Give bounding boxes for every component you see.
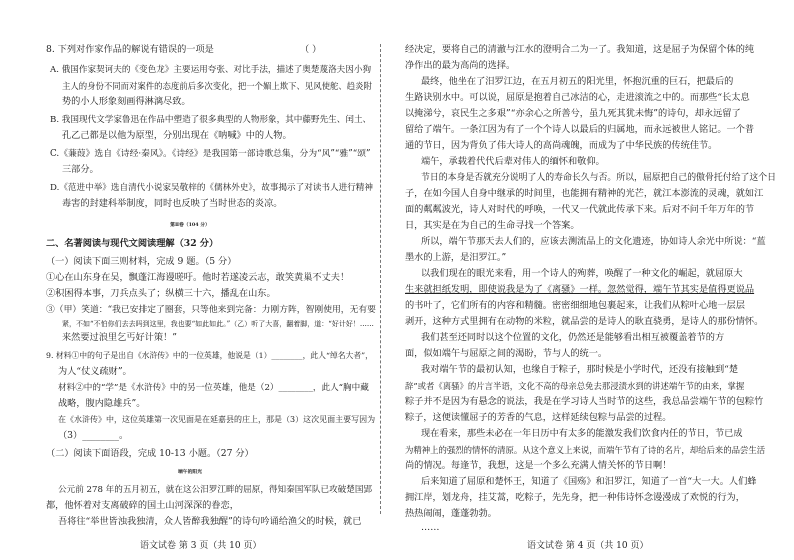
q8-option-a-line1: A. 俄国作家契诃夫的《变色龙》主要运用夸张、对比手法，描述了奥楚蔑洛夫因小狗 <box>50 65 372 75</box>
q9b-line2: 战略，腹内隐雄兵”。 <box>58 398 146 409</box>
page-footer: 语文试卷 第 4 页（共 10 页） <box>527 541 649 551</box>
q8-option-d-line2: 毒害的封建科举制度，同时也反映了当时世态的炎凉。 <box>62 198 283 209</box>
q9b-line1: 材料②中的“学”是《水浒传》中的另一位英雄，他是（2）________，此人“胸中藏 <box>58 383 369 393</box>
page-divider <box>380 44 381 514</box>
q8-option-d-line1: D.《范进中举》选自清代小说家吴敬梓的《儒林外史》，故事揭示了对读书人进行精神 <box>50 183 373 193</box>
article-line: 以掩涕兮，哀民生之多艰”“亦余心之所善兮，虽九死其犹未悔”的诗句，却永远留了 <box>405 108 741 119</box>
article-line: 经决定，要将自己的清澈与江水的澄明合二为一了。我知道，这是屈子为保留个体的纯 <box>405 44 755 55</box>
article-p1-line1: 公元前 278 年的五月初五，就在这公汨罗江畔的屈原，得知秦国军队已攻破楚国郢 <box>58 485 373 495</box>
material-3-line3: 来然要过浪里乞丐好计策！” <box>62 332 177 343</box>
article-line: 剥开，这种方式里拥有在动物的米粒，就品尝的是诗人的耿直骁勇，是诗人的那份情怀。 <box>405 316 764 327</box>
subsection2-heading: （二）阅读下面语段，完成 10-13 小题。（27 分） <box>46 448 254 459</box>
material-3-line2: 紧，不如“不怕你们去去吗到这里，我也要“如此如此。”（乙）听了大喜，翻着脚，道：“好计好！…… <box>62 320 374 328</box>
article-line: 现在看来，那些未必在一年日历中有太多的能激发我们饮食内任的节日，节已成 <box>421 428 743 439</box>
article-line: 以我们现在的眼光来看，用一个诗人的殉葬，唤醒了一种文化的崛起，就屈原大 <box>421 268 743 279</box>
page-footer: 语文试卷 第 3 页（共 10 页） <box>140 541 262 551</box>
article-line: 留给了端午。一条江因为有了一个个诗人以最后的归属地，而永远被世人铭记。一个普 <box>405 124 755 135</box>
material-2: ②积困得本事，刀兵点头了；纵横三十六，播乱在山东。 <box>46 288 276 299</box>
material-3-line1: ③（甲）笑道：“我已安排定了圈套，只等他来到完备：力刚方阵，智刚使用，无有要 <box>46 305 376 315</box>
article-line: 面的粼粼波光，诗人对时代的呼唤，一代又一代就此传承下来。后对不问千年万年的节 <box>405 204 755 215</box>
article-line: 生路诀别水中。可以说，屈原是抱着自己冰洁的心，走进滚流之中的。而那些“长太息 <box>405 92 750 103</box>
article-line: 为精神上的强烈的情怀的清原。从这个意义上来说，而端午节有了诗的名片，却给后来的品尝生活 <box>405 445 766 455</box>
article-line: 通的节日，因为背负了伟大诗人的高尚魂魄，而成为了中华民族的传统佳节。 <box>405 140 718 151</box>
article-line: 辞”或者《离骚》的片言半语，文化不高的母亲总免去那浸渍水到的讲述端午节的由来，掌握 <box>405 381 745 391</box>
q9-line2: 为人“仗义疏财”。 <box>58 366 132 377</box>
article-line: 后来知道了屈原和楚怀王，知道了《国殇》和汨罗江，知道了一首“大一大。人们蜂 <box>421 476 757 487</box>
article-line-underlined: 生来就担纸发明，即使说我是为了《离骚》一样。忽然觉得，端午节其实是值得更说品 <box>405 284 755 295</box>
material-1: ①心在山东身在吴，飘蓬江海谩嗟吁。他时若遂凌云志，敢笑黄巢不丈夫！ <box>46 272 350 283</box>
article-line: 我对端午节的最初认知，也缘自于粽子，那时候是小学时代，还没有接触到“楚 <box>421 364 739 375</box>
q8-option-a-line3: 势的小人形象刻画得淋漓尽致。 <box>62 96 191 107</box>
article-line: 粽子并不是因为有悬念的说法，我是在学习诗人当时节的这些，我总品尝端午节的包粽竹 <box>405 396 764 407</box>
article-line: 墨水的上游，是汨罗江。” <box>405 252 507 263</box>
article-line: 我们甚至还同时以这个位置的文化，仍然还是能够看出相互被覆盖着节的方 <box>421 332 725 343</box>
q8-option-b-line2: 孔乙己都是以他为原型，分别出现在《呐喊》中的人物。 <box>62 130 292 141</box>
article-line: 拥江岸，划龙舟，挂艾蒿，吃粽子，先先身，把一种伟诗怀念谩漫成了欢悦的行为， <box>405 492 745 503</box>
q8-option-c-line2: 三部分。 <box>62 164 99 175</box>
article-line: 粽子，这便读懂屈子的芳香的气息，这样延续包粽与品尝的过程。 <box>405 412 672 423</box>
article-line: 日，其实是在为自己的生命寻找一个答案。 <box>405 220 580 231</box>
q8-option-c-line1: C.《蒹葭》选自《诗经·秦风》。《诗经》是我国第一部诗歌总集，分为“风”“雅”“颂” <box>50 149 371 159</box>
section2-heading: 二、名著阅读与现代文阅读理解（32 分） <box>46 238 219 249</box>
part2-title: 第Ⅱ卷（104 分） <box>170 222 210 228</box>
article-p2: 吾将往“举世皆浊我独清，众人皆醉我独醒”的诗句吟诵给渔父的时候，就已 <box>58 516 362 527</box>
q8-option-a-line2: 主人的身份不同而对案件的态度前后多次变化，把一个媚上欺下、见风使舵、趋炎附 <box>62 81 372 91</box>
q9c-line2: （3）________。 <box>58 430 129 441</box>
q9-line1: 9. 材料①中的句子是出自《水浒传》中的一位英雄，他说是（1）________，此人“绰名大者”， <box>46 351 373 360</box>
article-line: 面，似如端午与屈原之间的渴盼，节与人的统一。 <box>405 348 608 359</box>
q8-option-b-line1: B. 我国现代文学家鲁迅在作品中塑造了很多典型的人物形象，其中藤野先生、闰土、 <box>50 115 372 125</box>
article-p1-line2: 都，他怀着对支离破碎的国土山河深深的眷恋， <box>46 500 239 511</box>
q8-stem: 8. 下列对作家作品的解说有错误的一项是 <box>46 44 214 55</box>
article-line: 净作出的最为高尚的选择。 <box>405 60 516 71</box>
article-line: 子，在如今国人自身中继承的时间里，也能拥有精神的光芒，就江本澎流的灵魂，就如江 <box>405 188 764 199</box>
page-4 <box>397 0 794 560</box>
article-line: 热热闹闹，蓬蓬勃勃。 <box>405 508 497 519</box>
article-line: 最终，他坐在了汨罗江边，在五月初五的阳光里，怀抱沉重的巨石，把最后的 <box>421 76 734 87</box>
article-line: 尚的情况。每逢节，我想，这是一个多么充满人情关怀的节日啊！ <box>405 460 672 471</box>
q9c-line1: 在《水浒传》中，这位英雄第一次见面是在延嘉县的庄上，那是（3）这次见面主要写因为 <box>58 415 376 424</box>
subsection1-heading: （一）阅读下面三则材料，完成 9 题。（5 分） <box>46 256 237 267</box>
article-title: 端午的阳光 <box>178 469 202 475</box>
article-line: 端午，承载着代代后辈对伟人的缅怀和敬仰。 <box>421 156 605 167</box>
q8-answer-blank: （ ） <box>300 44 322 55</box>
article-ellipsis: …… <box>421 522 440 533</box>
article-line: 节日的本身是否就充分说明了人的寿命长久与否。所以，屈原把自己的傲骨托付给了这个日 <box>421 173 776 183</box>
article-line: 的书叶了，它们所有的内容和精髓。密密细细地包裹起来，让我们从粽叶心地一层层 <box>405 300 745 311</box>
article-line: 所以，端午节那天去人们的，应该去测流品上的文化遗迹，协如诗人余光中所说：“蓝 <box>421 236 766 247</box>
